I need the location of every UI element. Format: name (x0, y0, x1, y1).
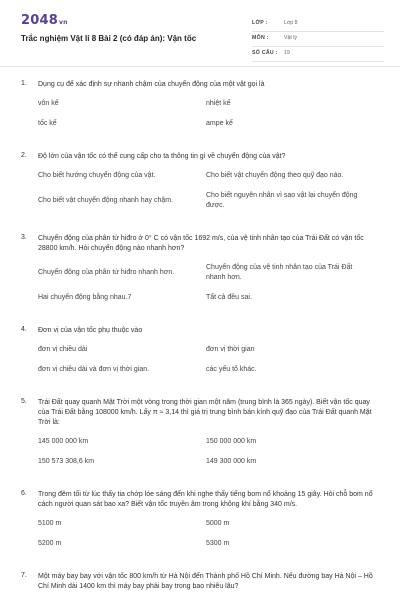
question-text: Trong đêm tối từ lúc thấy tia chớp lóe sáng đến khi nghe thấy tiếng bom nổ khoảng 15 giây. Hỏi chỗ bom nổ cách người quan sát bao xa? Biết vận tốc truyền âm trong không khí bằng 340 m/s. (38, 491, 373, 508)
meta-row-subject: MÔN : Vật lý (252, 32, 384, 47)
answer-option-a[interactable]: vôn kế (38, 100, 59, 107)
answer-option-a[interactable]: Chuyển động của phân tử hiđro nhanh hơn. (38, 269, 175, 276)
answer-options (38, 99, 374, 139)
answer-option-c[interactable]: tốc kế (38, 120, 57, 127)
question-text: Đơn vị của vận tốc phụ thuộc vào (38, 327, 143, 334)
answer-option-a[interactable]: đơn vị chiều dài (38, 346, 88, 353)
meta-info (252, 17, 384, 62)
question-4 (0, 326, 400, 385)
question-number: 4. (21, 326, 27, 333)
answer-option-d[interactable]: ampe kế (206, 120, 233, 127)
question-2 (0, 152, 400, 221)
answer-option-d[interactable]: các yếu tố khác. (206, 366, 257, 373)
answer-option-b[interactable]: nhiệt kế (206, 100, 231, 107)
answer-option-b[interactable]: đơn vị thời gian (206, 346, 255, 353)
answer-option-c[interactable]: đơn vị chiều dài và đơn vị thời gian. (38, 366, 150, 373)
question-number: 5. (21, 398, 27, 405)
question-number: 7. (21, 572, 27, 579)
answer-option-c[interactable]: 5200 m (38, 540, 62, 547)
answer-option-b[interactable]: 150 000 000 km (206, 438, 257, 445)
answer-option-b[interactable]: 5000 m (206, 520, 230, 527)
answer-option-c[interactable]: Cho biết vật chuyển động nhanh hay chậm. (38, 197, 174, 204)
answer-option-a[interactable]: 5100 m (38, 520, 62, 527)
question-text: Độ lớn của vận tốc có thể cung cấp cho ta thông tin gì về chuyển động của vật? (38, 153, 286, 160)
question-1 (0, 80, 400, 139)
answer-option-b[interactable]: Cho biết vật chuyển động theo quỹ đạo nào. (206, 172, 344, 179)
answer-option-d[interactable]: 5300 m (206, 540, 230, 547)
answer-options (38, 519, 374, 559)
answer-options (38, 437, 374, 477)
question-text: Chuyển động của phân tử hiđro ở 0° C có vận tốc 1692 m/s, của vệ tinh nhân tạo của Trái Đất có vận tốc 28800 km/h. Hỏi chuyển động nào nhanh hơn? (38, 235, 364, 252)
page-header (0, 0, 400, 66)
question-text: Một máy bay bay với vận tốc 800 km/h từ Hà Nội đến Thành phố Hồ Chí Minh. Nếu đường bay Hà Nội – Hồ Chí Minh dài 1400 km thì máy bay phải bay trong bao nhiêu lâu? (38, 573, 373, 590)
answer-option-a[interactable]: 145 000 000 km (38, 438, 89, 445)
header-divider (0, 66, 400, 67)
page-title: Trắc nghiệm Vật lí 8 Bài 2 (có đáp án): Vận tốc (21, 34, 197, 43)
answer-option-d[interactable]: Cho biết nguyên nhân vì sao vật lại chuyển động được. (206, 192, 358, 209)
answer-option-a[interactable]: Cho biết hướng chuyển động của vật. (38, 172, 156, 179)
meta-row-count: SỐ CÂU : 19 (252, 47, 384, 62)
question-6 (0, 490, 400, 559)
question-5 (0, 398, 400, 477)
answer-option-b[interactable]: Chuyển động của vệ tinh nhân tạo của Trái Đất nhanh hơn. (206, 264, 353, 281)
question-7 (0, 572, 400, 592)
answer-option-d[interactable]: Tất cả đều sai. (206, 294, 252, 301)
answer-options (38, 345, 374, 385)
answer-options (38, 263, 374, 313)
site-logo[interactable]: 2048vn (21, 13, 68, 28)
question-number: 1. (21, 80, 27, 87)
question-text: Dụng cụ để xác định sự nhanh chậm của chuyển động của một vật gọi là (38, 81, 265, 88)
question-list (0, 80, 400, 605)
question-text: Trái Đất quay quanh Mặt Trời một vòng trong thời gian một năm (trung bình là 365 ngày). Biết vận tốc quay của Trái Đất bằng 108000 km/h. Lấy π ≈ 3,14 thì giá trị trung bình bán kính quỹ đạo của Trái Đất quanh Mặt Trời là: (38, 399, 372, 426)
answer-options (38, 171, 374, 221)
answer-option-d[interactable]: 149 300 000 km (206, 458, 257, 465)
answer-option-c[interactable]: Hai chuyển động bằng nhau.7 (38, 294, 132, 301)
question-number: 6. (21, 490, 27, 497)
meta-row-class: LỚP : Lớp 8 (252, 17, 384, 32)
question-3 (0, 234, 400, 313)
question-number: 3. (21, 234, 27, 241)
question-number: 2. (21, 152, 27, 159)
answer-option-c[interactable]: 150 573 308,6 km (38, 458, 95, 465)
